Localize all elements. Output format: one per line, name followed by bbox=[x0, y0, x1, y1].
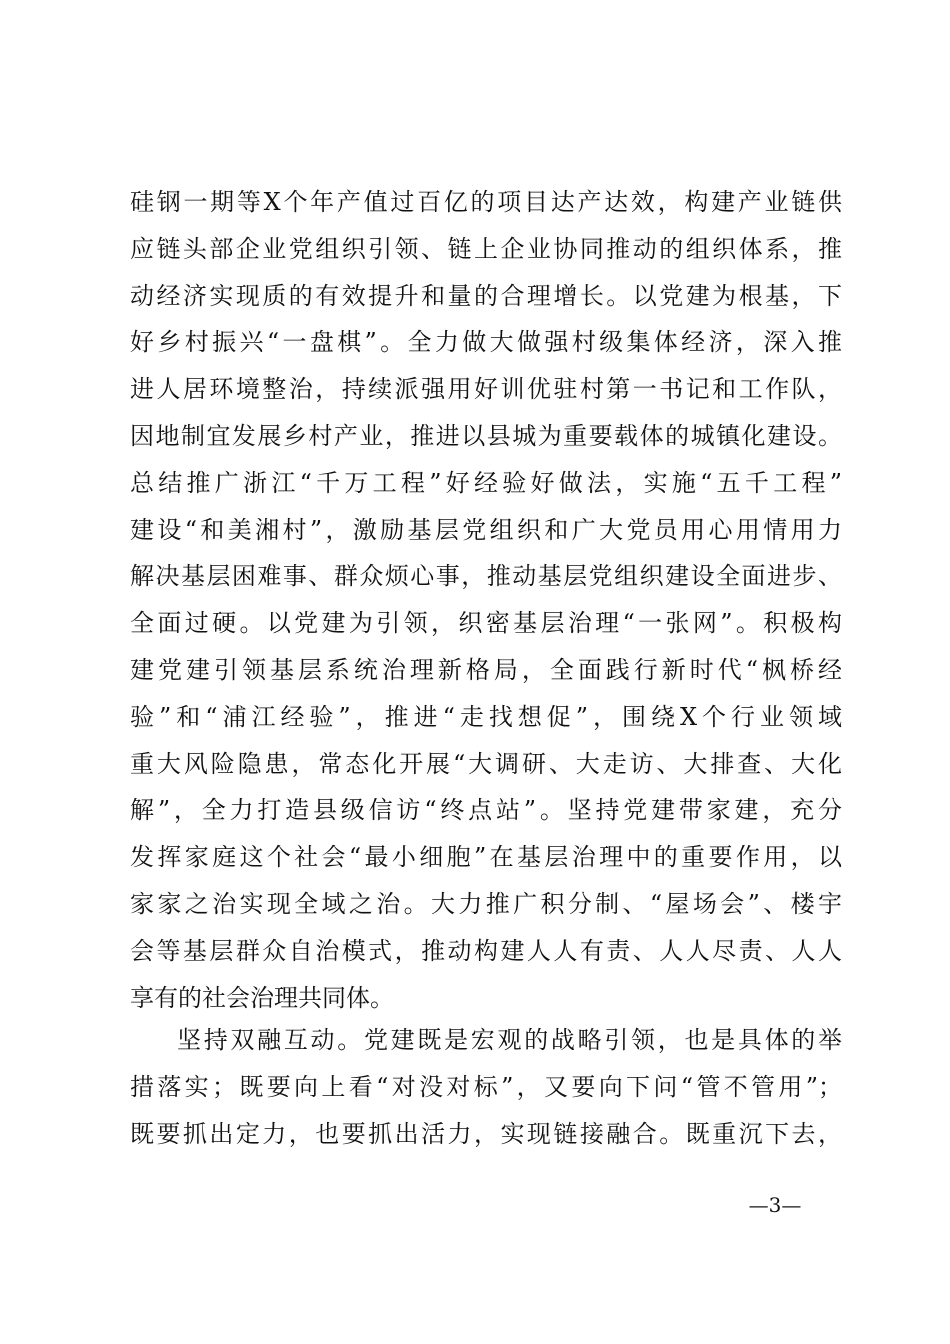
paragraph-line: 会等基层群众自治模式，推动构建人人有责、人人尽责、人人 bbox=[130, 936, 842, 965]
paragraph-line: 重大风险隐患，常态化开展“大调研、大走访、大排查、大化 bbox=[130, 749, 842, 778]
paragraph-line: 验”和“浦江经验”，推进“走找想促”，围绕X个行业领域 bbox=[130, 702, 842, 731]
paragraph-line: 全面过硬。以党建为引领，织密基层治理“一张网”。积极构 bbox=[130, 609, 842, 638]
paragraph-line: 解”，全力打造县级信访“终点站”。坚持党建带家建，充分 bbox=[130, 796, 842, 825]
paragraph-2 bbox=[130, 1017, 842, 1157]
paragraph-line: 动经济实现质的有效提升和量的合理增长。以党建为根基，下 bbox=[130, 281, 842, 310]
paragraph-line: 解决基层困难事、群众烦心事，推动基层党组织建设全面进步、 bbox=[130, 562, 842, 591]
paragraph-line-last: 享有的社会治理共同体。 bbox=[130, 983, 394, 1012]
paragraph-line: 既要抓出定力，也要抓出活力，实现链接融合。既重沉下去， bbox=[130, 1119, 842, 1148]
paragraph-line: 总结推广浙江“千万工程”好经验好做法，实施“五千工程” bbox=[130, 468, 842, 497]
paragraph-line-first: 坚持双融互动。党建既是宏观的战略引领，也是具体的举 bbox=[177, 1026, 842, 1054]
paragraph-line: 措落实；既要向上看“对没对标”，又要向下问“管不管用”； bbox=[130, 1072, 842, 1101]
paragraph-line: 建设“和美湘村”，激励基层党组织和广大党员用心用情用力 bbox=[130, 515, 842, 544]
paragraph-line: 进人居环境整治，持续派强用好训优驻村第一书记和工作队， bbox=[130, 375, 842, 404]
paragraph-line: 好乡村振兴“一盘棋”。全力做大做强村级集体经济，深入推 bbox=[130, 328, 842, 357]
paragraph-line: 应链头部企业党组织引领、链上企业协同推动的组织体系，推 bbox=[130, 234, 842, 263]
paragraph-line: 硅钢一期等X个年产值过百亿的项目达产达效，构建产业链供 bbox=[130, 188, 842, 216]
page-number: —3— bbox=[748, 1193, 802, 1217]
paragraph-line: 家家之治实现全域之治。大力推广积分制、“屋场会”、楼宇 bbox=[130, 889, 842, 918]
paragraph-line: 建党建引领基层系统治理新格局，全面践行新时代“枫桥经 bbox=[130, 655, 842, 684]
paragraph-1 bbox=[130, 179, 842, 1021]
paragraph-line: 因地制宜发展乡村产业，推进以县城为重要载体的城镇化建设。 bbox=[130, 421, 842, 450]
paragraph-line: 发挥家庭这个社会“最小细胞”在基层治理中的重要作用，以 bbox=[130, 843, 842, 872]
